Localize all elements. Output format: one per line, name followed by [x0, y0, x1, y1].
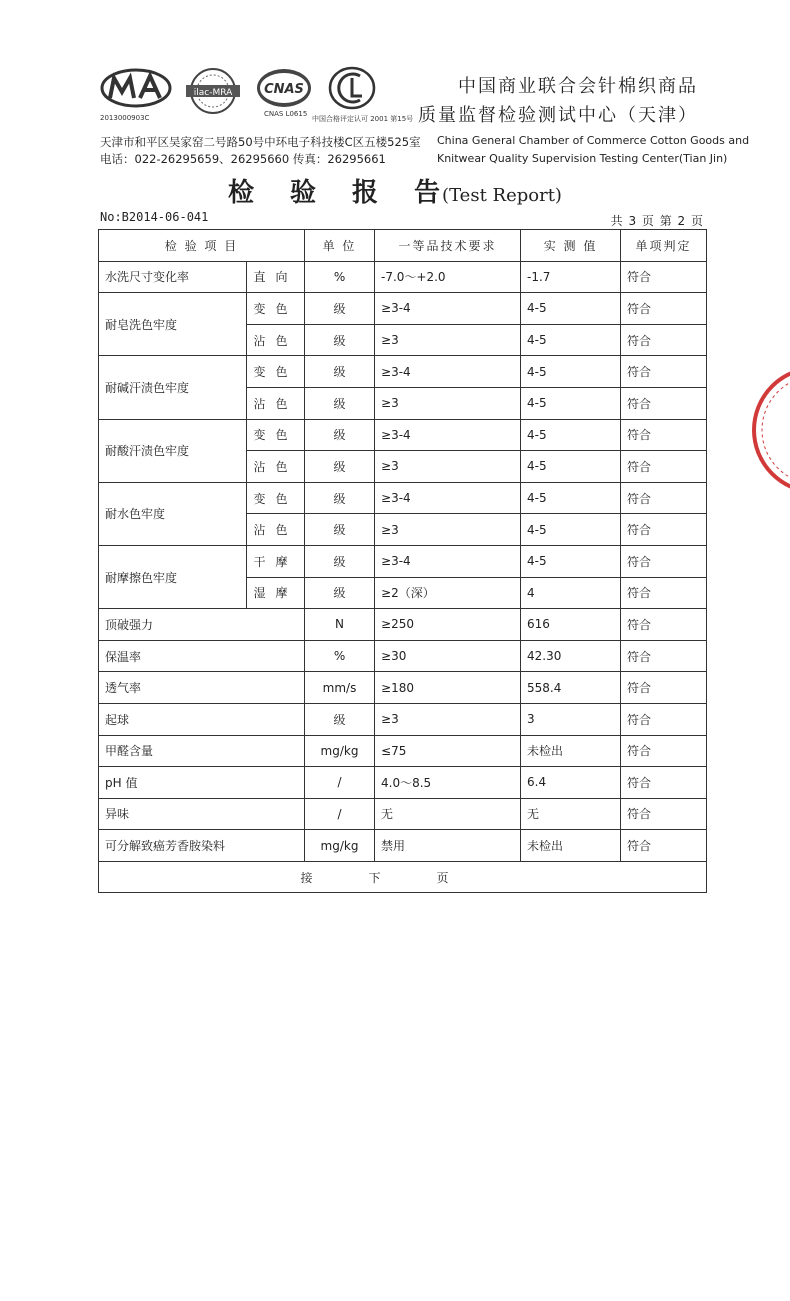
unit-cell: / — [305, 798, 375, 830]
test-subitem: 沾色 — [247, 451, 305, 483]
test-subitem: 沾色 — [247, 324, 305, 356]
table-row — [99, 735, 707, 767]
requirement-cell: ≥30 — [375, 640, 521, 672]
requirement-cell: ≥3-4 — [375, 356, 521, 388]
table-row — [99, 672, 707, 704]
judgement-cell: 符合 — [621, 482, 707, 514]
test-item: 异味 — [99, 798, 305, 830]
requirement-cell: ≥3 — [375, 387, 521, 419]
test-item: 耐酸汗渍色牢度 — [99, 419, 247, 482]
cal-code: 中国合格评定认可 2001 第15号 — [312, 115, 414, 123]
requirement-cell: ≥3-4 — [375, 545, 521, 577]
requirement-cell: 无 — [375, 798, 521, 830]
cma-logo-mark — [100, 66, 172, 110]
judgement-cell: 符合 — [621, 419, 707, 451]
table-row — [99, 830, 707, 862]
header-measured: 实 测 值 — [521, 230, 621, 262]
judgement-cell: 符合 — [621, 324, 707, 356]
svg-text:CNAS: CNAS — [264, 82, 304, 97]
judgement-cell: 符合 — [621, 609, 707, 641]
requirement-cell: ≥2（深） — [375, 577, 521, 609]
test-item: 耐皂洗色牢度 — [99, 293, 247, 356]
unit-cell: % — [305, 261, 375, 293]
report-title-cn: 检验报告 — [228, 178, 477, 208]
unit-cell: 级 — [305, 293, 375, 325]
unit-cell: mg/kg — [305, 735, 375, 767]
unit-cell: N — [305, 609, 375, 641]
test-item: 保温率 — [99, 640, 305, 672]
judgement-cell: 符合 — [621, 293, 707, 325]
test-item: 耐碱汗渍色牢度 — [99, 356, 247, 419]
test-subitem: 变色 — [247, 356, 305, 388]
table-row — [99, 703, 707, 735]
cnas-code: CNAS L0615 — [264, 110, 308, 118]
cal-logo — [312, 66, 414, 123]
measured-cell: 4-5 — [521, 514, 621, 546]
judgement-cell: 符合 — [621, 451, 707, 483]
judgement-cell: 符合 — [621, 798, 707, 830]
unit-cell: 级 — [305, 577, 375, 609]
measured-cell: -1.7 — [521, 261, 621, 293]
measured-cell: 616 — [521, 609, 621, 641]
unit-cell: 级 — [305, 356, 375, 388]
measured-cell: 558.4 — [521, 672, 621, 704]
judgement-cell: 符合 — [621, 261, 707, 293]
test-item: 耐水色牢度 — [99, 482, 247, 545]
org-name-en-line1: China General Chamber of Commerce Cotton Goods and — [437, 134, 750, 147]
test-subitem: 干摩 — [247, 545, 305, 577]
measured-cell: 4-5 — [521, 356, 621, 388]
cnas-mark — [254, 66, 314, 110]
requirement-cell: ≥3 — [375, 703, 521, 735]
test-subitem: 变色 — [247, 482, 305, 514]
requirement-cell: 4.0～8.5 — [375, 767, 521, 799]
judgement-cell: 符合 — [621, 640, 707, 672]
test-subitem: 直向 — [247, 261, 305, 293]
cnas-logo — [254, 66, 314, 118]
seal-mark — [746, 355, 790, 505]
measured-cell: 未检出 — [521, 735, 621, 767]
judgement-cell: 符合 — [621, 703, 707, 735]
cal-mark — [322, 66, 382, 110]
measured-cell: 无 — [521, 798, 621, 830]
measured-cell: 4-5 — [521, 482, 621, 514]
measured-cell: 4-5 — [521, 293, 621, 325]
accreditation-logos — [100, 66, 430, 124]
test-item: 顶破强力 — [99, 609, 305, 641]
test-item: 耐摩擦色牢度 — [99, 545, 247, 608]
measured-cell: 4-5 — [521, 419, 621, 451]
requirement-cell: -7.0～+2.0 — [375, 261, 521, 293]
requirement-cell: ≥3-4 — [375, 419, 521, 451]
requirement-cell: ≥180 — [375, 672, 521, 704]
table-row — [99, 798, 707, 830]
requirement-cell: ≥3 — [375, 451, 521, 483]
requirement-cell: 禁用 — [375, 830, 521, 862]
org-name-en-line2: Knitwear Quality Supervision Testing Center(Tian Jin) — [437, 152, 728, 165]
unit-cell: 级 — [305, 482, 375, 514]
svg-text:ilac-MRA: ilac-MRA — [193, 88, 233, 98]
page-info: 共 3 页 第 2 页 — [610, 214, 704, 228]
test-item: 可分解致癌芳香胺染料 — [99, 830, 305, 862]
header-requirement: 一等品技术要求 — [375, 230, 521, 262]
measured-cell: 6.4 — [521, 767, 621, 799]
test-subitem: 变色 — [247, 293, 305, 325]
lab-address: 天津市和平区吴家窑二号路50号中环电子科技楼C区五楼525室 — [100, 135, 421, 149]
measured-cell: 4 — [521, 577, 621, 609]
judgement-cell: 符合 — [621, 735, 707, 767]
cma-code: 2013000903C — [100, 114, 150, 122]
table-row — [99, 356, 707, 388]
ilac-mra-mark — [184, 66, 242, 116]
header-item: 检 验 项 目 — [99, 230, 305, 262]
judgement-cell: 符合 — [621, 387, 707, 419]
measured-cell: 未检出 — [521, 830, 621, 862]
unit-cell: 级 — [305, 451, 375, 483]
unit-cell: 级 — [305, 419, 375, 451]
test-item: 水洗尺寸变化率 — [99, 261, 247, 293]
judgement-cell: 符合 — [621, 356, 707, 388]
unit-cell: 级 — [305, 514, 375, 546]
measured-cell: 42.30 — [521, 640, 621, 672]
test-subitem: 沾色 — [247, 514, 305, 546]
judgement-cell: 符合 — [621, 577, 707, 609]
test-subitem: 沾色 — [247, 387, 305, 419]
lab-phone-fax: 电话：022-26295659、26295660 传真：26295661 — [100, 152, 386, 166]
org-name-cn-line1: 中国商业联合会针棉织商品 — [458, 76, 698, 97]
table-row — [99, 482, 707, 514]
org-name-cn-line2: 质量监督检验测试中心（天津） — [418, 105, 698, 126]
test-item: 甲醛含量 — [99, 735, 305, 767]
judgement-cell: 符合 — [621, 767, 707, 799]
inspection-seal — [746, 355, 790, 505]
measured-cell: 4-5 — [521, 324, 621, 356]
requirement-cell: ≤75 — [375, 735, 521, 767]
requirement-cell: ≥3-4 — [375, 293, 521, 325]
table-row — [99, 640, 707, 672]
requirement-cell: ≥3-4 — [375, 482, 521, 514]
measured-cell: 4-5 — [521, 545, 621, 577]
continued-next-page: 接下页 — [99, 861, 707, 893]
judgement-cell: 符合 — [621, 672, 707, 704]
table-row — [99, 767, 707, 799]
report-number: No:B2014-06-041 — [100, 210, 209, 224]
unit-cell: 级 — [305, 387, 375, 419]
judgement-cell: 符合 — [621, 514, 707, 546]
test-subitem: 变色 — [247, 419, 305, 451]
table-row — [99, 293, 707, 325]
report-title — [0, 172, 790, 209]
test-subitem: 湿摩 — [247, 577, 305, 609]
requirement-cell: ≥3 — [375, 514, 521, 546]
unit-cell: 级 — [305, 545, 375, 577]
test-item: 起球 — [99, 703, 305, 735]
measured-cell: 4-5 — [521, 451, 621, 483]
table-footer-row — [99, 861, 707, 893]
measured-cell: 3 — [521, 703, 621, 735]
unit-cell: % — [305, 640, 375, 672]
test-item: pH 值 — [99, 767, 305, 799]
table-row — [99, 609, 707, 641]
unit-cell: mm/s — [305, 672, 375, 704]
judgement-cell: 符合 — [621, 830, 707, 862]
unit-cell: mg/kg — [305, 830, 375, 862]
header-unit: 单 位 — [305, 230, 375, 262]
requirement-cell: ≥3 — [375, 324, 521, 356]
unit-cell: 级 — [305, 703, 375, 735]
measured-cell: 4-5 — [521, 387, 621, 419]
report-title-en: (Test Report) — [442, 185, 562, 206]
table-row — [99, 545, 707, 577]
test-item: 透气率 — [99, 672, 305, 704]
unit-cell: 级 — [305, 324, 375, 356]
requirement-cell: ≥250 — [375, 609, 521, 641]
table-row — [99, 419, 707, 451]
header-judgement: 单项判定 — [621, 230, 707, 262]
table-row — [99, 261, 707, 293]
ilac-mra-logo — [184, 66, 242, 116]
test-results-table — [98, 229, 707, 893]
table-header-row — [99, 230, 707, 262]
cma-logo — [100, 66, 172, 122]
unit-cell: / — [305, 767, 375, 799]
judgement-cell: 符合 — [621, 545, 707, 577]
